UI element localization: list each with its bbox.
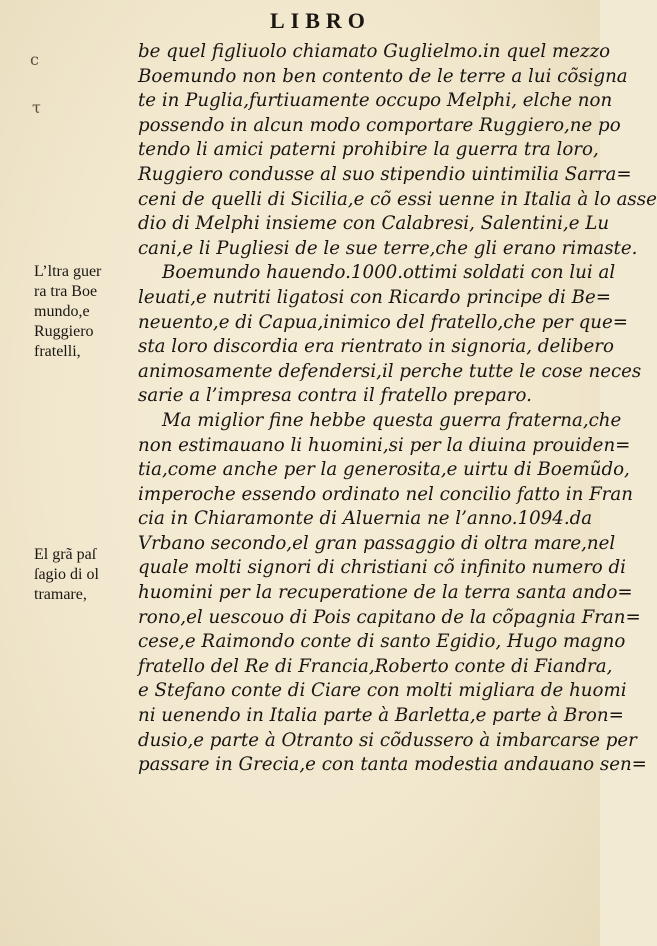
text-line: tendo li amici paterni prohibire la guerra tra loro, xyxy=(138,139,599,161)
text-line: cia in Chiaramonte di Aluernia ne l’anno.1094.da xyxy=(138,508,593,530)
text-line: dusio,e parte à Otranto si cõdussero à imbarcarse per xyxy=(138,729,637,751)
text-line: Vrbano secondo,el gran passaggio di oltra mare,nel xyxy=(138,532,616,554)
text-line: huomini per la recuperatione de la terra santa ando= xyxy=(138,582,633,604)
text-line: cani,e li Pugliesi de le sue terre,che gli erano rimaste. xyxy=(138,237,638,259)
body-text-block xyxy=(138,40,657,778)
text-line: quale molti signori di christiani cõ infinito numero di xyxy=(138,557,626,579)
marginal-note-line: tramare, xyxy=(34,586,87,603)
text-line: e Stefano conte di Ciare con molti migliara de huomi xyxy=(138,680,627,702)
text-line: te in Puglia,furtiuamente occupo Melphi, elche non xyxy=(138,90,613,112)
text-line: cese,e Raimondo conte di santo Egidio, Hugo magno xyxy=(138,631,626,653)
text-line: ni uenendo in Italia parte à Barletta,e parte à Bron= xyxy=(138,705,624,727)
text-line: non estimauano li huomini,si per la diuina prouiden= xyxy=(138,434,631,456)
text-line: tia,come anche per la generosita,e uirtu di Boemũdo, xyxy=(138,459,630,481)
margin-ink-mark: τ xyxy=(32,98,41,117)
margin-ink-mark: c xyxy=(30,50,39,69)
marginal-note xyxy=(34,262,130,362)
text-line: possendo in alcun modo comportare Ruggiero,ne po xyxy=(138,114,621,136)
marginal-note-line: El grã paſ xyxy=(34,546,97,563)
text-line: imperoche essendo ordinato nel concilio fatto in Fran xyxy=(138,483,633,505)
text-line: Ma miglior fine hebbe questa guerra fraterna,che xyxy=(162,409,622,431)
marginal-note xyxy=(34,545,130,605)
text-line: dio di Melphi insieme con Calabresi, Salentini,e Lu xyxy=(138,213,610,235)
text-line: rono,el uescouo di Pois capitano de la cõpagnia Fran= xyxy=(138,606,641,628)
text-line: leuati,e nutriti ligatosi con Ricardo principe di Be= xyxy=(138,286,611,308)
marginal-note-line: mundo,e xyxy=(34,303,90,320)
text-line: Boemundo non ben contento de le terre a lui cõsigna xyxy=(138,65,628,87)
text-line: ceni de quelli di Sicilia,e cõ essi uenne in Italia à lo asse xyxy=(138,188,657,210)
text-line: sarie a l’impresa contra il fratello preparo. xyxy=(138,385,532,407)
text-line: sta loro discordia era rientrato in signoria, delibero xyxy=(138,336,614,358)
text-line: Boemundo hauendo.1000.ottimi soldati con lui al xyxy=(162,262,616,284)
marginal-note-line: fratelli, xyxy=(34,343,81,360)
text-line: be quel figliuolo chiamato Guglielmo.in quel mezzo xyxy=(138,41,611,62)
marginal-note-line: ra tra Boe xyxy=(34,283,98,300)
running-header: LIBRO xyxy=(270,8,371,33)
marginal-note-line: ſagio di ol xyxy=(34,566,99,583)
text-line: neuento,e di Capua,inimico del fratello,che per que= xyxy=(138,311,628,333)
text-line: fratello del Re di Francia,Roberto conte di Fiandra, xyxy=(138,655,613,677)
text-line: animosamente defendersi,il perche tutte le cose neces xyxy=(138,360,642,382)
marginal-note-line: L’ltra guer xyxy=(34,263,102,280)
marginal-note-line: Ruggiero xyxy=(34,323,94,340)
text-line: Ruggiero condusse al suo stipendio uintimilia Sarra= xyxy=(138,163,632,185)
text-line: passare in Grecia,e con tanta modestia andauano sen= xyxy=(138,754,647,776)
